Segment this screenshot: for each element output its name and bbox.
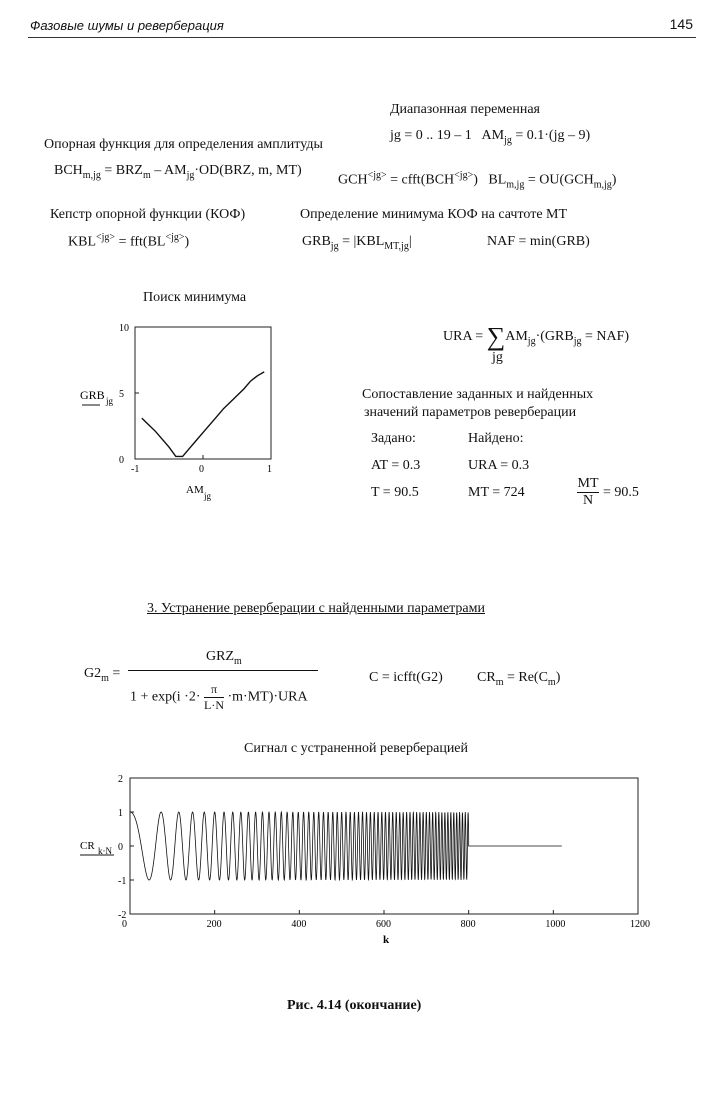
g2-denominator: 1 + exp(i ·2· $\frac{\pi}{L\cdot N}$ ·m·MT)·URA [130,682,308,712]
chart1-ylabel-sub: jg [106,396,114,406]
ura-sum-index: jg [492,350,503,365]
chart1-xtick-label: -1 [131,464,140,475]
chart2-xtick-label: 800 [460,919,476,930]
chart2-title: Сигнал с устраненной реверберацией [244,741,469,756]
chart1-ylabel: GRB [80,388,105,402]
chart1-xtick-label: 0 [199,464,204,475]
given-label: Задано: [371,431,416,446]
found-label: Найдено: [468,431,524,446]
mt-over-n-fraction: MT N [577,476,599,508]
chart1-ytick-label: 0 [119,455,124,466]
mt-over-n-value: = 90.5 [603,485,639,500]
kbl-formula: $KBL^{<jg>} = fft(BL^{<jg>})$ [68,232,190,250]
chart1-xlabel-sub: jg [204,491,212,501]
chart1-frame [135,327,271,459]
ura-formula: URA = $\sum AM_{jg}\cdot(GRB_{jg} = NAF)$ [443,322,630,351]
chart1-xtick-label: 1 [267,464,272,475]
chart2-ytick-label: 1 [118,808,123,819]
chart2-xtick-label: 600 [376,919,391,930]
chart1-grb-line [142,372,264,457]
found-mt: MT = 724 [468,485,525,500]
chart2-xtick-label: 0 [122,919,127,930]
chart2-xtick-label: 1200 [630,919,650,930]
figure-caption: Рис. 4.14 (окончание) [287,998,422,1013]
compare-text-2: значений параметров реверберации [364,405,577,420]
chart2-xlabel: k [383,934,390,946]
chart1-ytick-label: 10 [119,323,129,334]
min-definition-label: Определение минимума КОФ на сачтоте МТ [300,207,568,222]
running-header-title: Фазовые шумы и реверберация [30,18,224,33]
chart2-ylabel-sub: k·N [98,846,112,856]
chart-signal [70,770,690,960]
chart2-xtick-label: 400 [291,919,307,930]
bch-formula: $BCH_{m,jg} = BRZ_m - AM_{jg}\cdot OD(BRZ$, m, MT) [54,163,302,181]
chart2-ytick-label: 2 [118,774,123,785]
header-rule [28,37,696,38]
cepstrum-label: Кепстр опорной функции (КОФ) [50,207,246,222]
cr-formula: $CR_m = Re(C_m)$ [477,670,561,688]
chart1-xlabel: AM [186,484,204,496]
chart2-xtick-label: 1000 [545,919,566,930]
chart2-xtick-label: 200 [206,919,222,930]
c-formula: C = icfft(G2) [369,670,443,685]
chart2-ytick-label: -2 [118,910,127,921]
found-ura: URA = 0.3 [468,458,530,473]
naf-formula: NAF = min(GRB) [487,234,590,249]
ref-function-label: Опорная функция для определения амплитуды [44,137,323,152]
g2-fraction-bar [128,670,318,671]
compare-text-1: Сопоставление заданных и найденных [362,387,594,402]
given-t: T = 90.5 [371,485,419,500]
g2-formula-lhs: $G2_m$ = [84,666,121,684]
section3-heading: 3. Устранение реверберации с найденными параметрами [147,601,485,616]
chart2-ytick-label: 0 [118,842,123,853]
given-at: AT = 0.3 [371,458,421,473]
g2-numerator: $GRZ_m$ [206,649,242,667]
chart2-ylabel: CR [80,840,95,852]
chart2-ytick-label: -1 [118,876,127,887]
chart1-ytick-label: 5 [119,389,124,400]
chart2-signal-trace [130,812,562,880]
chart-grb-vs-am [70,315,300,515]
gch-formula: $GCH^{<jg>}$ = $cfft(BCH^{<jg>}) BL_{m,jg} = OU(GCH_{m,jg})$ [338,170,617,191]
grb-formula: $GRB_{jg} = |KBL_{MT,jg}|$ [302,234,412,252]
page-number: 145 [669,16,693,32]
range-variable-label: Диапазонная переменная [390,102,540,117]
chart1-title: Поиск минимума [143,290,247,305]
jg-range-formula: jg = 0 .. 19 – 1 $AM_{jg} = 0.1\cdot(jg - 9)$ [390,128,591,146]
